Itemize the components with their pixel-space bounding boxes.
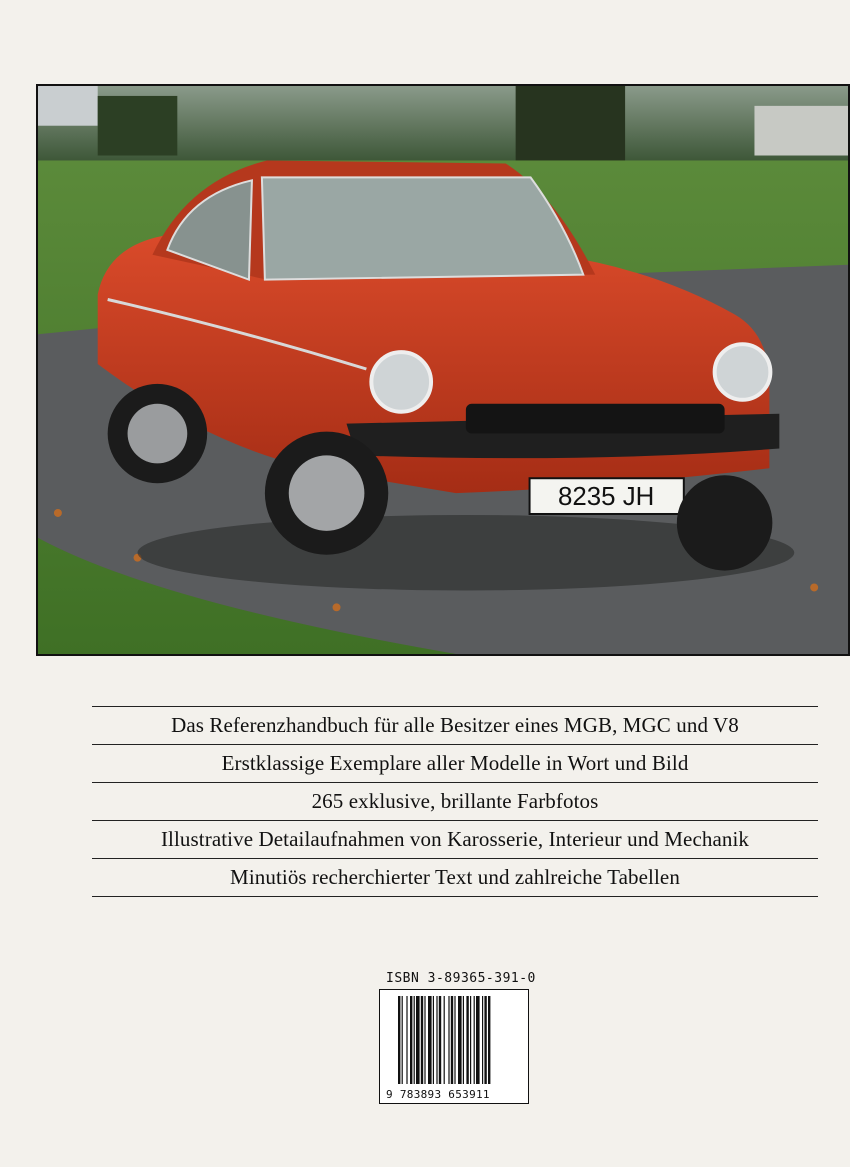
isbn-label: ISBN 3-89365-391-0 [386, 971, 536, 986]
barcode-digits: 9 783893 653911 [386, 1088, 490, 1101]
left-headlight [371, 352, 431, 412]
right-headlight [715, 344, 771, 400]
feature-item: Erstklassige Exemplare aller Modelle in Wort und Bild [92, 745, 818, 783]
barcode [379, 989, 529, 1104]
sky-patch [38, 86, 98, 126]
plate-text: 8235 JH [558, 483, 655, 512]
feature-item: 265 exklusive, brillante Farbfotos [92, 783, 818, 821]
feature-list [92, 706, 818, 897]
barcode-bars [398, 996, 512, 1084]
cover-photo [36, 84, 850, 656]
windshield [262, 177, 583, 279]
feature-item: Das Referenzhandbuch für alle Besitzer eines MGB, MGC und V8 [92, 707, 818, 745]
car-photo-illustration [38, 86, 848, 654]
right-front-wheel [677, 475, 773, 570]
feature-item: Minutiös recherchierter Text und zahlreiche Tabellen [92, 859, 818, 897]
grille [466, 404, 725, 434]
feature-item: Illustrative Detailaufnahmen von Karosserie, Interieur und Mechanik [92, 821, 818, 859]
